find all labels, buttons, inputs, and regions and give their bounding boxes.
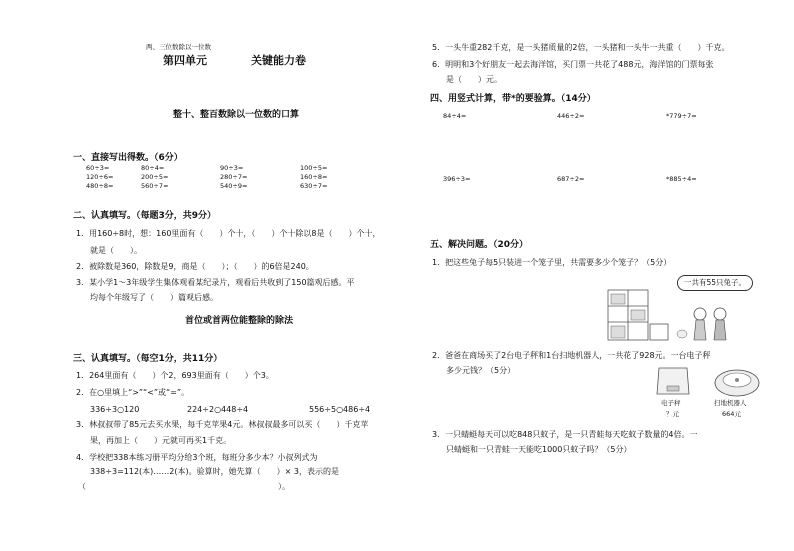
sec5-q3-line1: 3．一只蜻蜓每天可以吃848只蚊子，是一只青蛙每天吃蚊子数量的4倍。一 <box>432 430 698 439</box>
vertical-calc-item: *779÷7= <box>666 112 697 120</box>
sec5-q3-line2: 只蜻蜓和一只青蛙一天能吃1000只蚊子吗？（5分） <box>446 445 632 454</box>
sec3-q1: 1．264里面有（ ）个2，693里面有（ ）个3。 <box>76 371 274 380</box>
sec2-q1-line2: 就是（ ）。 <box>90 246 142 255</box>
sec5-q1: 1．把这些兔子每5只装进一个笼子里，共需要多少个笼子？（5分） <box>432 258 672 267</box>
robot-vacuum-icon <box>712 366 762 398</box>
oral-item: 120÷6= <box>86 173 114 181</box>
oral-item: 280÷7= <box>220 173 248 181</box>
oral-item: 160÷8= <box>300 173 328 181</box>
sec3-q2: 2．在○里填上“>”“<”或“=”。 <box>76 388 190 397</box>
oral-item: 100÷5= <box>300 164 328 172</box>
vertical-calc-item: *885÷4= <box>666 175 697 183</box>
compare-item: 556÷5○486÷4 <box>309 405 371 414</box>
paper-title: 关键能力卷 <box>251 54 306 67</box>
sec3-q4-line3: （ ）。 <box>78 482 290 491</box>
section4-heading: 四、用竖式计算，带*的要验算。（14分） <box>430 94 596 104</box>
robot-label: 扫地机器人 <box>714 399 747 407</box>
oral-item: 560÷7= <box>141 182 169 190</box>
vertical-calc-item: 687÷2= <box>557 175 585 183</box>
sec5-q2-line1: 2．爸爸在商场买了2台电子秤和1台扫地机器人，一共花了928元。一台电子秤 <box>432 351 711 360</box>
vertical-calc-item: 446÷2= <box>557 112 585 120</box>
q6-line2: 是（ ）元。 <box>446 75 502 84</box>
vertical-calc-item: 84÷4= <box>443 112 467 120</box>
sec3-q4-line1: 4．学校把338本练习册平均分给3个班，每班分多少本？小叔列式为 <box>76 453 318 462</box>
scale-icon <box>653 366 693 396</box>
compare-item: 224÷2○448÷4 <box>187 405 249 414</box>
unit-title: 第四单元 <box>163 54 207 67</box>
speech-bubble: 一共有55只兔子。 <box>677 275 753 291</box>
section3-heading: 三、认真填写。（每空1分，共11分） <box>73 354 223 364</box>
sec3-q3-line2: 果，再加上（ ）元就可再买1千克。 <box>90 436 232 445</box>
sub-heading-oral: 整十、整百数除以一位数的口算 <box>173 110 300 120</box>
sec2-q1-line1: 1．用160÷8时，想：160里面有（ ）个十，（ ）个十除以8是（ ）个十， <box>76 229 381 238</box>
oral-item: 90÷3= <box>220 164 244 172</box>
sec2-q3-line1: 3．某小学1～3年级学生集体观看某纪录片，观看后共收到了150篇观后感。平 <box>76 278 355 287</box>
sec2-q2: 2．被除数是360，除数是9，商是（ ）；（ ）的6倍是240。 <box>76 262 314 271</box>
sec5-q2-line2: 多少元钱？（5分） <box>446 366 516 375</box>
sub-heading-division: 首位或首两位能整除的除法 <box>185 316 294 326</box>
q6-line1: 6．明明和3个好朋友一起去海洋馆，买门票一共花了488元，海洋馆的门票每张 <box>432 60 714 69</box>
oral-item: 60÷3= <box>86 164 110 172</box>
shelf-icon <box>604 284 734 342</box>
scale-label: 电子秤 <box>661 399 681 407</box>
sec2-q3-line2: 均每个年级写了（ ）篇观后感。 <box>90 293 218 302</box>
compare-item: 336÷3○120 <box>90 405 140 414</box>
oral-item: 540÷9= <box>220 182 248 190</box>
oral-item: 480÷8= <box>86 182 114 190</box>
scale-image <box>653 366 693 396</box>
sec3-q4-line2: 338÷3=112(本)……2(本)。验算时，她先算（ ）× 3，表示的是 <box>90 467 339 476</box>
scale-price: ？元 <box>666 410 679 418</box>
oral-item: 80÷4= <box>141 164 165 172</box>
robot-image <box>712 366 762 398</box>
section1-heading: 一、直接写出得数。（6分） <box>73 153 183 163</box>
vertical-calc-item: 396÷3= <box>443 175 471 183</box>
robot-price: 664元 <box>722 410 741 418</box>
rabbits-illustration <box>604 284 734 342</box>
section2-heading: 二、认真填写。（每题3分，共9分） <box>73 211 217 221</box>
oral-item: 200÷5= <box>141 173 169 181</box>
chapter-subtitle: 两、三位数除以一位数 <box>146 43 211 51</box>
q5-line: 5．一头牛重282千克，是一头猪质量的2倍，一头猪和一头牛一共重（ ）千克。 <box>432 43 730 52</box>
oral-item: 630÷7= <box>300 182 328 190</box>
section5-heading: 五、解决问题。（20分） <box>430 240 529 250</box>
sec3-q3-line1: 3．林叔叔带了85元去买水果，每千克苹果4元。林叔叔最多可以买（ ）千克苹 <box>76 420 369 429</box>
